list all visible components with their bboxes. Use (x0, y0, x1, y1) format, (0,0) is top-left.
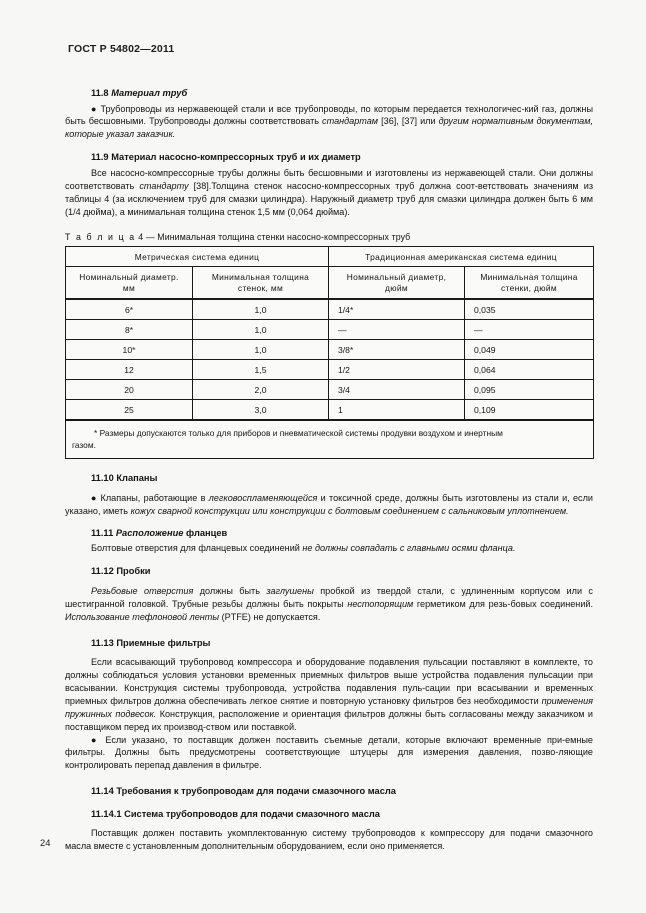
table-row (66, 400, 594, 421)
cell-nominal-diameter-in: 1 (329, 400, 465, 421)
section-heading-11-14-1 (65, 808, 593, 821)
column-header-min-wall-mm (193, 267, 329, 300)
cell-min-wall-in: — (465, 320, 594, 340)
column-header-line-1: Номинальный диаметр. (79, 271, 179, 282)
table-row (66, 360, 594, 380)
cell-min-wall-in: 0,049 (465, 340, 594, 360)
paragraph-11-8-1: ● Трубопроводы из нержавеющей стали и все трубопроводы, по которым передается технологичес-кий газ, должны быть бесшовными. Трубопроводы должны соответствовать стандартам [36], [37] или другим нормативным документам, которые указал заказчик. (65, 103, 594, 140)
cell-min-wall-mm: 3,0 (193, 400, 329, 421)
column-header-line-1: Минимальная толщина (211, 271, 310, 282)
cell-min-wall-in: 0,064 (465, 360, 594, 380)
cell-nominal-diameter-in: 1/2 (329, 360, 465, 380)
column-header-line-2: дюйм (385, 282, 409, 293)
column-header-nominal-diameter-in (329, 267, 465, 300)
cell-nominal-diameter-in: 1/4* (329, 299, 465, 320)
section-heading-11-9 (65, 151, 593, 164)
section-number-11-13: 11.13 (91, 637, 114, 648)
cell-nominal-diameter-mm: 6* (66, 299, 193, 320)
cell-nominal-diameter-mm: 8* (66, 320, 193, 340)
table-row (66, 340, 594, 360)
cell-min-wall-mm: 1,0 (193, 320, 329, 340)
table-caption-label: Т а б л и ц а (65, 232, 136, 243)
table-footnote-line-2: газом. (72, 440, 96, 451)
column-header-line-1: Минимальная толщина (480, 271, 578, 282)
column-header-line-2: мм (122, 282, 136, 293)
table-row (66, 299, 594, 320)
paragraph-11-9-1: Все насосно-компрессорные трубы должны быть бесшовными и изготовлены из нержавеющей стали. Они должны соответствовать стандарту [38].Толщина стенок насосно-компрессорных труб должна соот-ветствовать значениям из таблицы 4 (за исключением труб для смазки цилиндра). Наружный диаметр труб для смазки цилиндра должен быть 6 мм (1/4 дюйма), а минимальная толщина стенок 1,5 мм (0,064 дюйма). (65, 167, 593, 217)
cell-nominal-diameter-in: 3/4 (329, 380, 465, 400)
section-number-11-14-1: 11.14.1 (91, 808, 122, 819)
cell-min-wall-mm: 2,0 (193, 380, 329, 400)
cell-min-wall-in: 0,095 (465, 380, 594, 400)
cell-min-wall-mm: 1,0 (193, 299, 329, 320)
table-column-header-row (66, 267, 594, 300)
section-number-11-14: 11.14 (91, 786, 114, 797)
standard-header: ГОСТ Р 54802—2011 (68, 43, 175, 55)
table-footnote (66, 420, 594, 459)
section-title-11-13: Приемные фильтры (116, 637, 211, 648)
paragraph-11-13-2: ● Если указано, то поставщик должен поставить съемные детали, которые включают временные при-емные фильтры. Должны быть предусмотрены соответствующие штуцеры для измерения давления, позво-ляющие контролировать перепад давления в фильтре. (65, 734, 593, 771)
cell-nominal-diameter-in: — (329, 320, 465, 340)
section-title-11-14: Требования к трубопроводам для подачи смазочного масла (116, 786, 396, 797)
table-row (66, 320, 594, 340)
cell-nominal-diameter-mm: 25 (66, 400, 193, 421)
tubing-wall-thickness-table (65, 246, 594, 459)
section-heading-11-14 (65, 785, 593, 798)
cell-nominal-diameter-in: 3/8* (329, 340, 465, 360)
page-number: 24 (40, 837, 51, 848)
cell-min-wall-in: 0,109 (465, 400, 594, 421)
section-number-11-8: 11.8 (91, 88, 109, 98)
column-header-nominal-diameter-mm (66, 267, 193, 300)
section-title-11-9: Материал насосно-компрессорных труб и их диаметр (111, 152, 361, 163)
table-group-header-row (66, 247, 594, 267)
cell-min-wall-in: 0,035 (465, 299, 594, 320)
group-header-us: Традиционная американская система единиц (329, 247, 594, 267)
section-title-11-11-rest: фланцев (186, 527, 228, 538)
paragraph-11-13-1: Если всасывающий трубопровод компрессора и оборудование подавления пульсации поставляют в комплекте, то должны соблюдаться условия установки временных приемных фильтров выше устройства подавления пульсации при всасывании. Конструкция системы трубопровода, устройства подавления пуль-сации при всасывании и временных приемных фильтров должна обеспечивать легкое снятие и повторную установку фильтров без необходимости применения пружинных подвесок. Конструкция, расположение и ориентация фильтров должны быть согласованы между заказчиком и поставщиком перед их производ-ством или поставкой. (65, 657, 593, 732)
paragraph-11-11-1: Болтовые отверстия для фланцевых соединений не должны совпадать с главными осями фланца. (91, 543, 516, 554)
section-number-11-10: 11.10 (91, 473, 114, 484)
paragraph-11-10-1: ● Клапаны, работающие в легковоспламеняющейся и токсичной среде, должны быть изготовлены из стали и, если указано, иметь кожух сварной конструкции или конструкции с болтовым соединением с сальниковым уплотнением. (65, 492, 593, 516)
cell-nominal-diameter-mm: 12 (66, 360, 193, 380)
section-number-11-12: 11.12 (91, 566, 114, 577)
section-heading-11-11 (65, 527, 593, 540)
group-header-metric: Метрическая система единиц (66, 247, 329, 267)
paragraph-11-12-1: Резьбовые отверстия должны быть заглушены пробкой из твердой стали, с удлиненным корпусом или с шестигранной головкой. Трубные резьбы должны быть покрыты нестопорящим герметиком для резь-бовых соединений. Использование тефлоновой ленты (PTFE) не допускается. (65, 585, 593, 622)
section-title-11-10: Клапаны (116, 473, 158, 484)
column-header-line-2: стенок, мм (237, 282, 284, 293)
table-caption (65, 232, 593, 242)
column-header-line-1: Номинальный диаметр, (346, 271, 447, 282)
section-title-11-14-1: Система трубопроводов для подачи смазочного масла (124, 808, 380, 819)
document-body (65, 78, 593, 853)
column-header-min-wall-in (465, 267, 594, 300)
cell-nominal-diameter-mm: 20 (66, 380, 193, 400)
table-caption-text: — Минимальная толщина стенки насосно-компрессорных труб (145, 232, 411, 243)
table-caption-number: 4 (138, 232, 144, 243)
table-footnote-row (66, 420, 594, 459)
section-title-11-11: Расположение (115, 527, 184, 538)
section-heading-11-10 (65, 472, 593, 485)
section-number-11-9: 11.9 (91, 152, 109, 163)
paragraph-11-14-1-1: Поставщик должен поставить укомплектованную систему трубопроводов к компрессору для подачи смазочного масла вместе с установленным дополнительным оборудованием, если оно применяется. (65, 828, 593, 852)
section-number-11-11: 11.11 (91, 527, 114, 538)
cell-min-wall-mm: 1,0 (193, 340, 329, 360)
section-heading-11-13 (65, 637, 593, 650)
section-title-11-8: Материал труб (111, 88, 188, 98)
cell-min-wall-mm: 1,5 (193, 360, 329, 380)
section-heading-11-12 (65, 565, 593, 578)
table-footnote-line-1: * Размеры допускаются только для приборов и пневматической системы продувки воздухом и инертным (94, 428, 503, 439)
cell-nominal-diameter-mm: 10* (66, 340, 193, 360)
table-row (66, 380, 594, 400)
section-title-11-12: Пробки (116, 566, 151, 577)
section-heading-11-8 (65, 87, 593, 100)
column-header-line-2: стенки, дюйм (501, 282, 558, 293)
